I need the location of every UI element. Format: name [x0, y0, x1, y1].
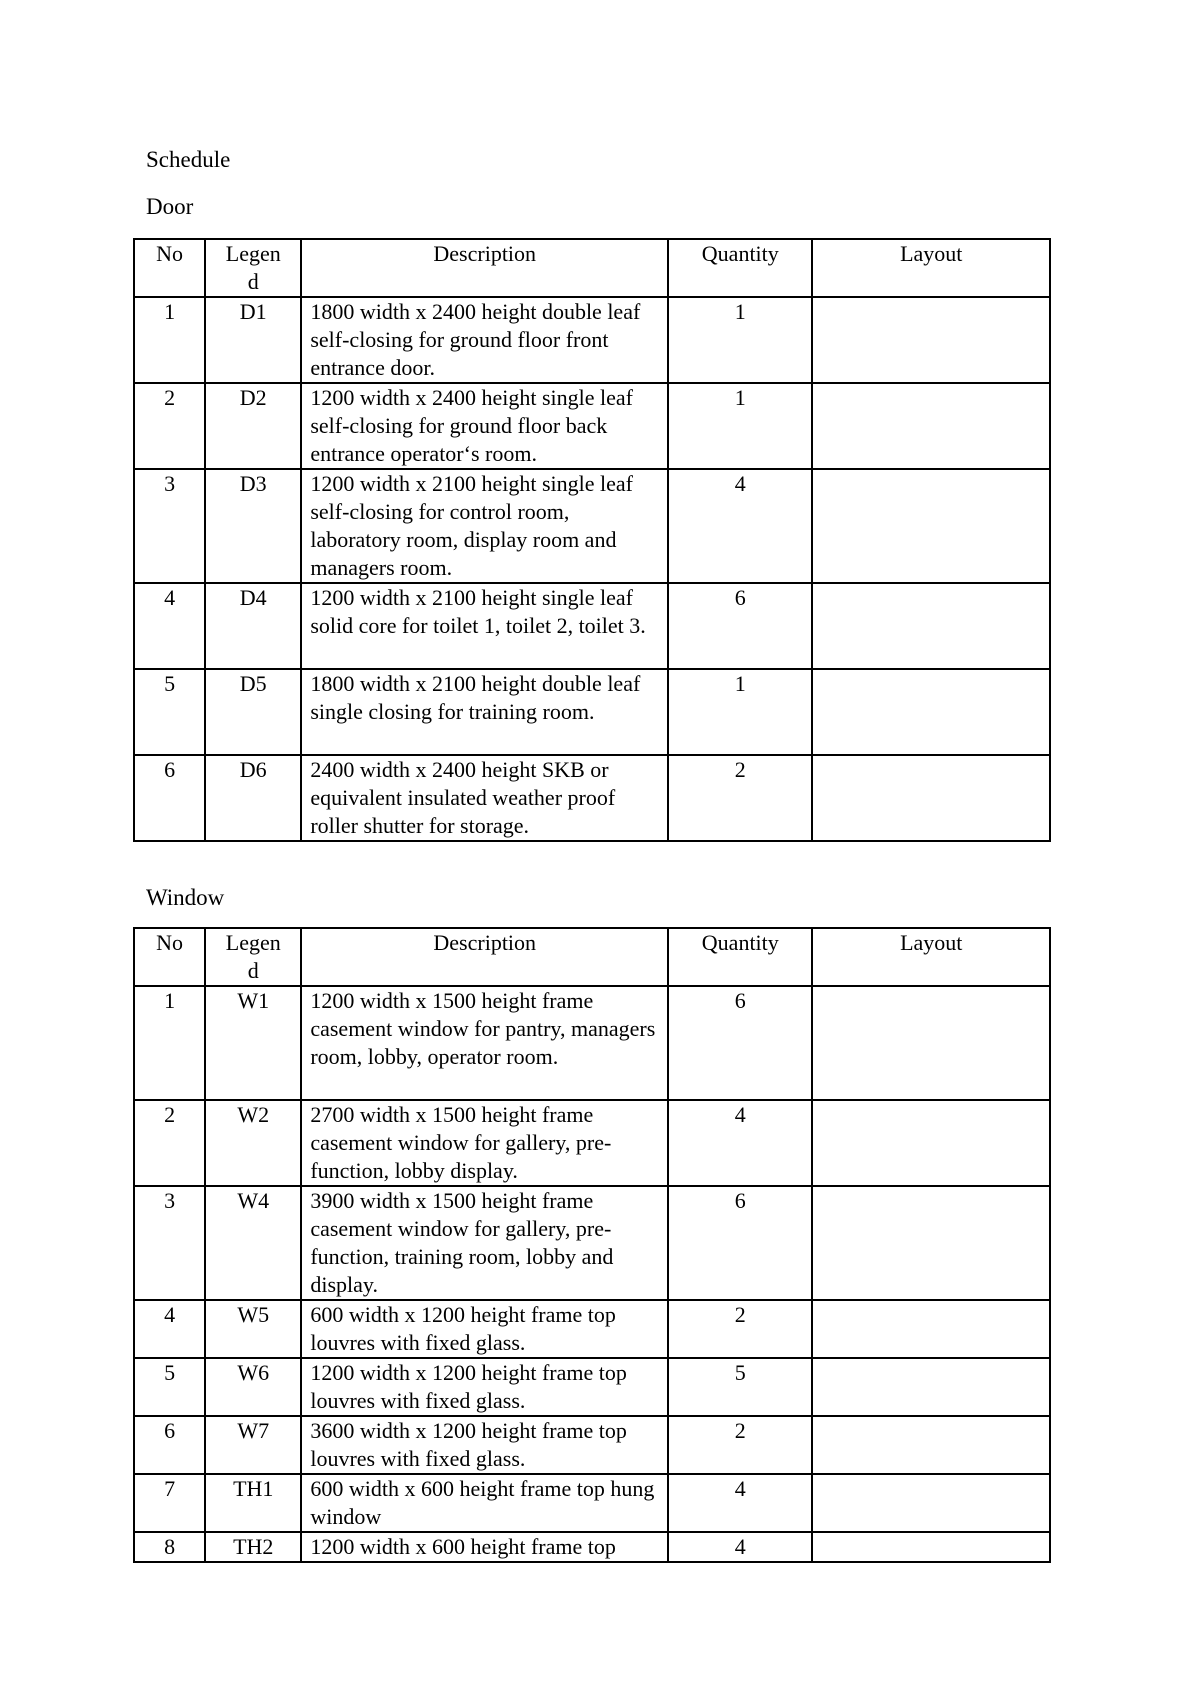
table-row — [134, 1358, 1050, 1416]
cell-quantity: 2 — [668, 1300, 812, 1358]
cell-description: 1200 width x 600 height frame top — [301, 1532, 668, 1562]
cell-legend: W7 — [205, 1416, 301, 1474]
table-row — [134, 669, 1050, 755]
cell-legend: W2 — [205, 1100, 301, 1186]
cell-layout — [812, 469, 1050, 583]
cell-no: 8 — [134, 1532, 205, 1562]
cell-description: 600 width x 600 height frame top hung window — [301, 1474, 668, 1532]
table-row — [134, 986, 1050, 1100]
table-row — [134, 1416, 1050, 1474]
table-row — [134, 383, 1050, 469]
table-row — [134, 583, 1050, 669]
cell-quantity: 4 — [668, 469, 812, 583]
cell-legend: D2 — [205, 383, 301, 469]
cell-description: 1200 width x 2100 height single leaf self-closing for control room, laboratory room, display room and managers room. — [301, 469, 668, 583]
cell-no: 2 — [134, 383, 205, 469]
cell-legend: D1 — [205, 297, 301, 383]
cell-description: 2700 width x 1500 height frame casement window for gallery, pre-function, lobby display. — [301, 1100, 668, 1186]
window-section-heading: Window — [146, 885, 225, 910]
cell-quantity: 6 — [668, 1186, 812, 1300]
column-header-description: Description — [301, 928, 668, 986]
cell-layout — [812, 583, 1050, 669]
cell-quantity: 2 — [668, 755, 812, 841]
cell-description: 1800 width x 2100 height double leaf single closing for training room. — [301, 669, 668, 755]
cell-layout — [812, 986, 1050, 1100]
column-header-quantity: Quantity — [668, 239, 812, 297]
cell-quantity: 5 — [668, 1358, 812, 1416]
cell-layout — [812, 383, 1050, 469]
column-header-description: Description — [301, 239, 668, 297]
cell-description: 1200 width x 2400 height single leaf self-closing for ground floor back entrance operator‘s room. — [301, 383, 668, 469]
window-schedule-table — [133, 927, 1051, 1563]
cell-layout — [812, 1300, 1050, 1358]
cell-quantity: 1 — [668, 297, 812, 383]
cell-quantity: 2 — [668, 1416, 812, 1474]
table-row — [134, 1300, 1050, 1358]
cell-no: 6 — [134, 755, 205, 841]
column-header-legend — [205, 928, 301, 986]
column-header-no: No — [134, 239, 205, 297]
document-title: Schedule — [146, 147, 231, 172]
cell-legend: W4 — [205, 1186, 301, 1300]
cell-description: 1200 width x 1500 height frame casement window for pantry, managers room, lobby, operator room. — [301, 986, 668, 1100]
cell-layout — [812, 1186, 1050, 1300]
table-header-row — [134, 928, 1050, 986]
cell-no: 6 — [134, 1416, 205, 1474]
cell-legend: TH1 — [205, 1474, 301, 1532]
column-header-quantity: Quantity — [668, 928, 812, 986]
cell-quantity: 6 — [668, 986, 812, 1100]
column-header-legend — [205, 239, 301, 297]
cell-legend: D4 — [205, 583, 301, 669]
table-row — [134, 1532, 1050, 1562]
door-section-heading: Door — [146, 194, 194, 219]
cell-legend: W5 — [205, 1300, 301, 1358]
cell-no: 4 — [134, 583, 205, 669]
table-header-row — [134, 239, 1050, 297]
table-row — [134, 1474, 1050, 1532]
cell-no: 4 — [134, 1300, 205, 1358]
cell-description: 600 width x 1200 height frame top louvres with fixed glass. — [301, 1300, 668, 1358]
cell-legend: TH2 — [205, 1532, 301, 1562]
cell-no: 7 — [134, 1474, 205, 1532]
cell-description: 1200 width x 1200 height frame top louvres with fixed glass. — [301, 1358, 668, 1416]
cell-layout — [812, 297, 1050, 383]
cell-layout — [812, 669, 1050, 755]
cell-no: 1 — [134, 297, 205, 383]
door-schedule-table — [133, 238, 1051, 842]
cell-legend: W6 — [205, 1358, 301, 1416]
cell-quantity: 4 — [668, 1532, 812, 1562]
table-row — [134, 755, 1050, 841]
cell-layout — [812, 1416, 1050, 1474]
cell-no: 5 — [134, 1358, 205, 1416]
cell-description: 2400 width x 2400 height SKB or equivalent insulated weather proof roller shutter for storage. — [301, 755, 668, 841]
cell-legend: D5 — [205, 669, 301, 755]
column-header-no: No — [134, 928, 205, 986]
cell-description: 3600 width x 1200 height frame top louvres with fixed glass. — [301, 1416, 668, 1474]
cell-no: 2 — [134, 1100, 205, 1186]
cell-layout — [812, 1474, 1050, 1532]
cell-no: 5 — [134, 669, 205, 755]
table-row — [134, 297, 1050, 383]
column-header-layout: Layout — [812, 239, 1050, 297]
cell-no: 3 — [134, 469, 205, 583]
cell-quantity: 6 — [668, 583, 812, 669]
cell-description: 3900 width x 1500 height frame casement window for gallery, pre-function, training room, lobby and display. — [301, 1186, 668, 1300]
cell-layout — [812, 755, 1050, 841]
cell-description: 1200 width x 2100 height single leaf solid core for toilet 1, toilet 2, toilet 3. — [301, 583, 668, 669]
cell-no: 3 — [134, 1186, 205, 1300]
column-header-legend-text: Legend — [225, 241, 281, 294]
column-header-layout: Layout — [812, 928, 1050, 986]
cell-quantity: 4 — [668, 1474, 812, 1532]
cell-quantity: 1 — [668, 383, 812, 469]
cell-layout — [812, 1100, 1050, 1186]
cell-layout — [812, 1532, 1050, 1562]
column-header-legend-text: Legend — [225, 930, 281, 983]
cell-layout — [812, 1358, 1050, 1416]
cell-legend: D3 — [205, 469, 301, 583]
cell-quantity: 4 — [668, 1100, 812, 1186]
cell-no: 1 — [134, 986, 205, 1100]
cell-description: 1800 width x 2400 height double leaf self-closing for ground floor front entrance door. — [301, 297, 668, 383]
cell-legend: D6 — [205, 755, 301, 841]
table-row — [134, 469, 1050, 583]
cell-legend: W1 — [205, 986, 301, 1100]
cell-quantity: 1 — [668, 669, 812, 755]
table-row — [134, 1186, 1050, 1300]
table-row — [134, 1100, 1050, 1186]
